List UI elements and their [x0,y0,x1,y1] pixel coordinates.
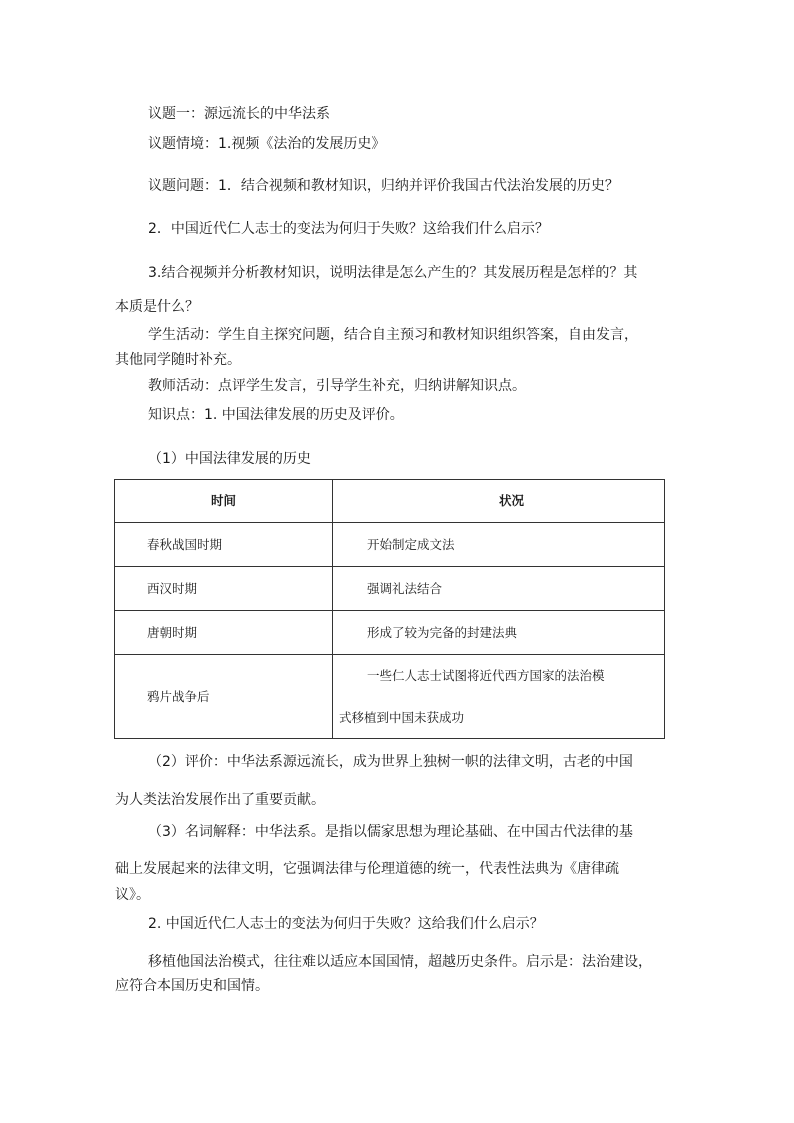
question-2: 2．中国近代仁人志士的变法为何归于失败？这给我们什么启示？ [148,221,549,237]
answer-line2: 应符合本国历史和国情。 [115,978,269,994]
cell-time: 春秋战国时期 [147,537,223,552]
cell-time: 鸦片战争后 [147,689,210,704]
term-definition-line2: 础上发展起来的法律文明，它强调法律与伦理道德的统一，代表性法典为《唐律疏 [115,861,619,877]
cell-status: 开始制定成文法 [367,537,455,552]
question-3-line2: 本质是什么？ [115,299,199,315]
cell-status: 形成了较为完备的封建法典 [367,625,518,640]
topic-heading: 议题一：源远流长的中华法系 [148,106,330,122]
table-caption: （1）中国法律发展的历史 [148,451,311,467]
cell-status: 强调礼法结合 [367,581,443,596]
table-row [115,655,664,738]
answer-line1: 移植他国法治模式，往往难以适应本国国情，超越历史条件。启示是：法治建设， [148,954,652,970]
cell-status-line1: 一些仁人志士试图将近代西方国家的法治模 [367,668,605,683]
question-1: 议题问题：1．结合视频和教材知识，归纳并评价我国古代法治发展的历史？ [148,178,619,194]
cell-time: 唐朝时期 [147,625,198,640]
column-divider [332,480,333,738]
student-activity-line1: 学生活动：学生自主探究问题，结合自主预习和教材知识组织答案，自由发言， [148,327,638,343]
table-row [115,567,664,611]
evaluation-line1: （2）评价：中华法系源远流长，成为世界上独树一帜的法律文明，古老的中国 [148,754,633,770]
student-activity-line2: 其他同学随时补充。 [115,352,241,368]
term-definition-line3: 议》。 [115,887,150,903]
evaluation-line2: 为人类法治发展作出了重要贡献。 [115,792,325,808]
law-history-table [114,479,665,739]
cell-status-line2: 式移植到中国未获成功 [339,710,465,725]
header-status: 状况 [499,493,525,508]
header-time: 时间 [211,493,237,508]
cell-time: 西汉时期 [147,581,198,596]
term-definition-line1: （3）名词解释：中华法系。是指以儒家思想为理论基础、在中国古代法律的基 [148,824,633,840]
question-2-repeat: 2. 中国近代仁人志士的变法为何归于失败？这给我们什么启示？ [148,916,544,932]
teacher-activity: 教师活动：点评学生发言，引导学生补充，归纳讲解知识点。 [148,378,526,394]
table-row [115,523,664,567]
knowledge-point-1: 知识点：1. 中国法律发展的历史及评价。 [148,407,404,423]
topic-context: 议题情境：1.视频《法治的发展历史》 [148,136,386,152]
table-row [115,611,664,655]
table-header-row [115,480,664,523]
question-3-line1: 3.结合视频并分析教材知识，说明法律是怎么产生的？其发展历程是怎样的？其 [148,265,638,281]
